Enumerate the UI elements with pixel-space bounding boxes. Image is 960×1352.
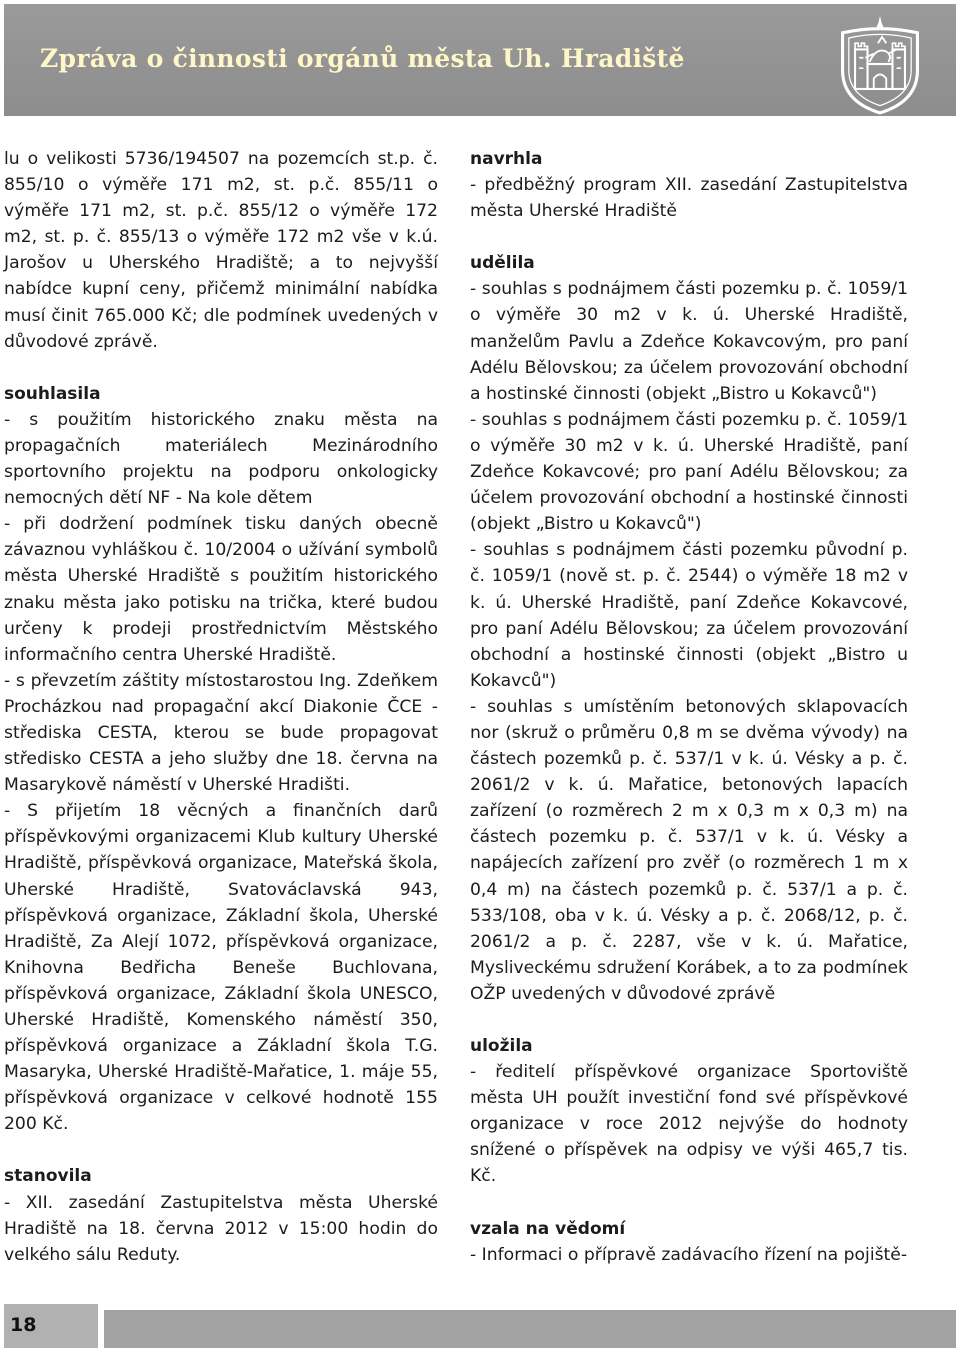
list-item: - souhlas s podnájmem části pozemku p. č. 1059/1 o výměře 30 m2 v k. ú. Uherské Hradiště, manželům Pavlu a Zdeňce Kokavcovým, pro paní Adélu Bělovskou; za účelem provozování obchodní a hostinské činnosti (objekt „Bistro u Kokavců") bbox=[470, 279, 908, 404]
list-item: - souhlas s podnájmem části pozemku p. č. 1059/1 o výměře 30 m2 v k. ú. Uherské Hradiště, paní Zdeňce Kokavcové; pro paní Adélu Bělovskou; za účelem provozování obchodní a hostinské činnosti (objekt „Bistro u Kokavců") bbox=[470, 409, 908, 535]
intro-paragraph: lu o velikosti 5736/194507 na pozemcích st.p. č. 855/10 o výměře 171 m2, st. p.č. 855/11 o výměře 171 m2, st. p.č. 855/12 o výměře 172 m2, st. p. č. 855/13 o výměře 172 m2 vše v k.ú. Jarošov u Uherského Hradiště; a to nejvyšší nabídce kupní ceny, přičemž minimální nabídka musí činit 765.000 Kč; dle podmínek uvedených v důvodové zprávě. bbox=[4, 149, 438, 352]
section-stanovila bbox=[4, 1163, 438, 1267]
list-item: - s použitím historického znaku města na propagačních materiálech Mezinárodního sportovního projektu na podporu onkologicky nemocných dětí NF - Na kole dětem bbox=[4, 409, 438, 509]
list-item: - S přijetím 18 věcných a finančních darů příspěvkovými organizacemi Klub kultury Uherské Hradiště, příspěvková organizace, Mateřská škola, Uherské Hradiště, Svatováclavská 943, příspěvková organizace, Základní škola, Uherské Hradiště, Za Alejí 1072, příspěvková organizace, Knihovna Bedřicha Beneše Buchlovana, příspěvková organizace, Základní škola UNESCO, Uherské Hradiště, Komenského náměstí 350, příspěvková organizace a Základní škola T.G. Masaryka, Uherské Hradiště-Mařatice, 1. máje 55, příspěvková organizace v celkové hodnotě 155 200 Kč. bbox=[4, 801, 438, 1135]
list-item: - při dodržení podmínek tisku daných obecně závaznou vyhláškou č. 10/2004 o užívání symbolů města Uherské Hradiště s použitím historického znaku města jako potisku na trička, které budou určeny k prodeji prostřednictvím Městského informačního centra Uherské Hradiště. bbox=[4, 514, 438, 665]
section-ulozila bbox=[470, 1033, 908, 1190]
section-souhlasila bbox=[4, 381, 438, 1138]
town-crest-icon bbox=[828, 12, 932, 116]
section-heading: udělila bbox=[470, 253, 535, 274]
section-navrhla bbox=[470, 146, 908, 224]
list-item: - souhlas s umístěním betonových sklapovacích nor (skruž o průměru 0,8 m se dvěma vývody) na částech pozemků p. č. 537/1 v k. ú. Vésky a p. č. 2061/2 v k. ú. Mařatice, betonových lapacích zařízení (o rozměrech 2 m x 0,3 m x 0,3 m) na částech pozemku p. č. 537/1 v k. ú. Vésky a napájecích zařízení pro zvěř (o rozměrech 1 m x 0,4 m) na částech pozemků p. č. 537/1 a p. č. 533/108, oba v k. ú. Vésky a p. č. 2068/12, p. č. 2061/2 a p. č. 2287, vše v k. ú. Mařatice, Mysliveckému sdružení Korábek, a to za podmínek OŽP uvedených v důvodové zprávě bbox=[470, 696, 908, 1004]
list-item: - předběžný program XII. zasedání Zastupitelstva města Uherské Hradiště bbox=[470, 175, 908, 222]
list-item: - XII. zasedání Zastupitelstva města Uherské Hradiště na 18. června 2012 v 15:00 hodin do velkého sálu Reduty. bbox=[4, 1192, 438, 1265]
list-item: - Informaci o přípravě zadávacího řízení na pojiště- bbox=[470, 1244, 908, 1265]
right-column bbox=[470, 146, 908, 1268]
section-heading: souhlasila bbox=[4, 383, 101, 404]
page-footer bbox=[4, 1304, 956, 1348]
section-vzala-na-vedomi bbox=[470, 1216, 908, 1268]
section-heading: vzala na vědomí bbox=[470, 1218, 626, 1239]
left-column bbox=[4, 146, 438, 1268]
list-item: - s převzetím záštity místostarostou Ing. Zdeňkem Procházkou nad propagační akcí Diakonie ČCE - střediska CESTA, kterou se bude propagovat středisko CESTA a jeho služby dne 18. června na Masarykově náměstí v Uherské Hradišti. bbox=[4, 670, 438, 796]
list-item: - ředitelí příspěvkové organizace Sportoviště města UH použít investiční fond své příspěvkové organizace v roce 2012 nejvýše do hodnoty snížené o příspěvek na odpisy ve výši 465,7 tis. Kč. bbox=[470, 1062, 908, 1187]
section-udelila bbox=[470, 250, 908, 1007]
page-header bbox=[4, 4, 956, 116]
section-heading: uložila bbox=[470, 1036, 533, 1056]
footer-bar bbox=[104, 1310, 956, 1348]
list-item: - souhlas s podnájmem části pozemku původní p. č. 1059/1 (nově st. p. č. 2544) o výměře 18 m2 v k. ú. Uherské Hradiště, paní Zdeňce Kokavcové, pro paní Adélu Bělovskou; za účelem provozování obchodní a hostinské činnosti (objekt „Bistro u Kokavců") bbox=[470, 540, 908, 691]
page-number-box bbox=[4, 1304, 98, 1348]
section-heading: stanovila bbox=[4, 1166, 92, 1187]
page-number: 18 bbox=[10, 1314, 37, 1336]
section-heading: navrhla bbox=[470, 149, 543, 169]
header-title: Zpráva o činnosti orgánů města Uh. Hradiště bbox=[40, 44, 685, 73]
